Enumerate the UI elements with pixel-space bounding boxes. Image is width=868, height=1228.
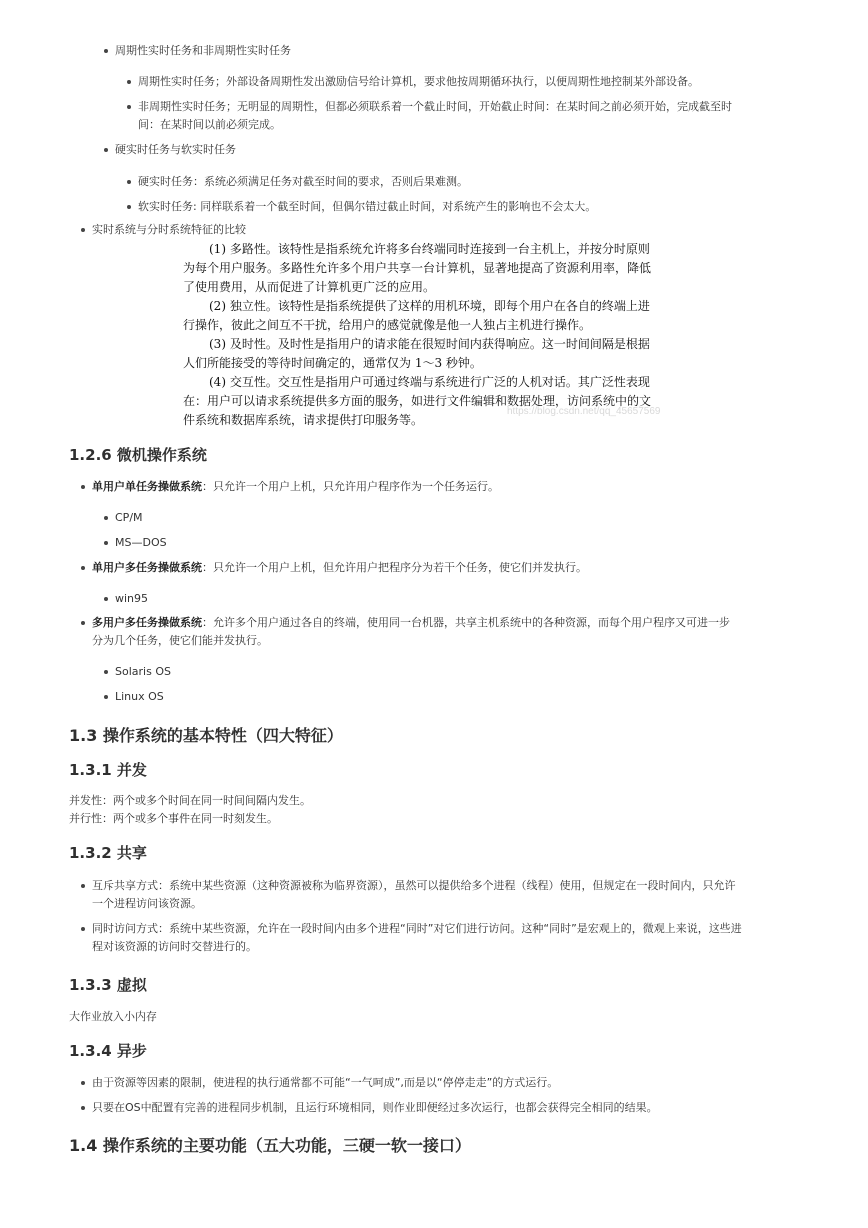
image-line: 为每个用户服务。多路性允许多个用户共享一台计算机，显著地提高了资源利用率，降低 bbox=[183, 261, 652, 275]
virtual-text: 大作业放入小内存 bbox=[69, 1010, 157, 1023]
bullet bbox=[104, 670, 108, 674]
watermark: https://blog.csdn.net/qq_45657569 bbox=[507, 406, 661, 417]
bullet bbox=[104, 541, 108, 545]
bullet bbox=[104, 695, 108, 699]
image-line: 在：用户可以请求系统提供多方面的服务，如进行文件编辑和数据处理，访问系统中的文 bbox=[183, 394, 652, 408]
parallelism-line: 并行性：两个或多个事件在同一时刻发生。 bbox=[69, 812, 278, 825]
bullet bbox=[81, 1081, 85, 1085]
image-line: (4) 交互性。交互性是指用户可通过终端与系统进行广泛的人机对话。其广泛性表现 bbox=[209, 375, 650, 389]
bullet bbox=[104, 49, 108, 53]
compare-heading: 实时系统与分时系统特征的比较 bbox=[92, 223, 246, 236]
async-item-2: 只要在OS中配置有完善的进程同步机制，且运行环境相同，则作业即便经过多次运行，也都会获得完全相同的结果。 bbox=[92, 1101, 658, 1114]
section-title-1-3-4: 1.3.4 异步 bbox=[69, 1042, 147, 1060]
share-item-1: 互斥共享方式：系统中某些资源（这种资源被称为临界资源），虽然可以提供给多个进程（线程）使用，但规定在一段时间内，只允许 bbox=[92, 879, 736, 892]
section-title-1-3: 1.3 操作系统的基本特性（四大特征） bbox=[69, 726, 343, 745]
example-item: CP/M bbox=[115, 511, 143, 524]
scanned-text-image bbox=[183, 240, 695, 430]
bullet bbox=[81, 1106, 85, 1110]
single-multi-desc: ：只允许一个用户上机，但允许用户把程序分为若干个任务，使它们并发执行。 bbox=[202, 561, 587, 574]
bullet bbox=[81, 621, 85, 625]
bullet bbox=[104, 597, 108, 601]
bullet bbox=[81, 927, 85, 931]
hardsoft-item-1: 硬实时任务：系统必须满足任务对截至时间的要求，否则后果难测。 bbox=[138, 175, 468, 188]
image-line: (2) 独立性。该特性是指系统提供了这样的用机环境，即每个用户在各自的终端上进 bbox=[209, 299, 650, 313]
periodic-item-2-cont: 间：在某时间以前必须完成。 bbox=[138, 118, 281, 131]
concurrency-line: 并发性：两个或多个时间在同一时间间隔内发生。 bbox=[69, 794, 311, 807]
single-multi-item bbox=[92, 560, 587, 576]
bullet bbox=[104, 516, 108, 520]
image-line: 人们所能接受的等待时间确定的，通常仅为 1～3 秒钟。 bbox=[183, 356, 482, 370]
periodic-heading: 周期性实时任务和非周期性实时任务 bbox=[115, 44, 291, 57]
example-item: Solaris OS bbox=[115, 665, 171, 678]
example-item: MS—DOS bbox=[115, 536, 167, 549]
multi-multi-desc-cont: 分为几个任务，使它们能并发执行。 bbox=[92, 634, 268, 647]
bullet bbox=[127, 180, 131, 184]
bullet bbox=[81, 228, 85, 232]
periodic-item-1: 周期性实时任务；外部设备周期性发出激励信号给计算机，要求他按周期循环执行，以便周期性地控制某外部设备。 bbox=[138, 75, 699, 88]
section-title-1-2-6: 1.2.6 微机操作系统 bbox=[69, 446, 207, 464]
section-title-1-3-1: 1.3.1 并发 bbox=[69, 761, 147, 779]
share-item-2: 同时访问方式：系统中某些资源，允许在一段时间内由多个进程“同时”对它们进行访问。这种“同时”是宏观上的，微观上来说，这些进 bbox=[92, 922, 742, 935]
bullet bbox=[104, 148, 108, 152]
example-item: win95 bbox=[115, 592, 149, 605]
section-title-1-3-2: 1.3.2 共享 bbox=[69, 844, 147, 862]
single-single-term: 单用户单任务操做系统 bbox=[92, 480, 202, 493]
multi-multi-term: 多用户多任务操做系统 bbox=[92, 616, 202, 629]
section-title-1-4: 1.4 操作系统的主要功能（五大功能，三硬一软一接口） bbox=[69, 1136, 471, 1155]
bullet bbox=[127, 205, 131, 209]
multi-multi-item bbox=[92, 615, 730, 631]
share-item-2-cont: 程对该资源的访问时交替进行的。 bbox=[92, 940, 257, 953]
image-line: (1) 多路性。该特性是指系统允许将多台终端同时连接到一台主机上，并按分时原则 bbox=[209, 242, 650, 256]
async-item-1: 由于资源等因素的限制，使进程的执行通常都不可能“一气呵成”,而是以“停停走走”的方式运行。 bbox=[92, 1076, 559, 1089]
hardsoft-heading: 硬实时任务与软实时任务 bbox=[115, 143, 236, 156]
section-title-1-3-3: 1.3.3 虚拟 bbox=[69, 976, 147, 994]
image-line: (3) 及时性。及时性是指用户的请求能在很短时间内获得响应。这一时间间隔是根据 bbox=[209, 337, 650, 351]
multi-multi-desc: ：允许多个用户通过各自的终端，使用同一台机器，共享主机系统中的各种资源，而每个用户程序又可进一步 bbox=[202, 616, 730, 629]
single-single-desc: ：只允许一个用户上机，只允许用户程序作为一个任务运行。 bbox=[202, 480, 499, 493]
single-multi-term: 单用户多任务操做系统 bbox=[92, 561, 202, 574]
bullet bbox=[127, 105, 131, 109]
image-line: 件系统和数据库系统，请求提供打印服务等。 bbox=[183, 413, 424, 427]
hardsoft-item-2: 软实时任务: 同样联系着一个截至时间，但偶尔错过截止时间，对系统产生的影响也不会太大。 bbox=[138, 200, 597, 213]
bullet bbox=[81, 485, 85, 489]
bullet bbox=[127, 80, 131, 84]
share-item-1-cont: 一个进程访问该资源。 bbox=[92, 897, 202, 910]
periodic-item-2: 非周期性实时任务；无明显的周期性，但都必须联系着一个截止时间，开始截止时间：在某时间之前必须开始，完成截至时 bbox=[138, 100, 732, 113]
image-line: 行操作，彼此之间互不干扰，给用户的感觉就像是他一人独占主机进行操作。 bbox=[183, 318, 592, 332]
bullet bbox=[81, 566, 85, 570]
bullet bbox=[81, 884, 85, 888]
example-item: Linux OS bbox=[115, 690, 164, 703]
image-line: 了使用费用，从而促进了计算机更广泛的应用。 bbox=[183, 280, 436, 294]
single-single-item bbox=[92, 479, 499, 495]
